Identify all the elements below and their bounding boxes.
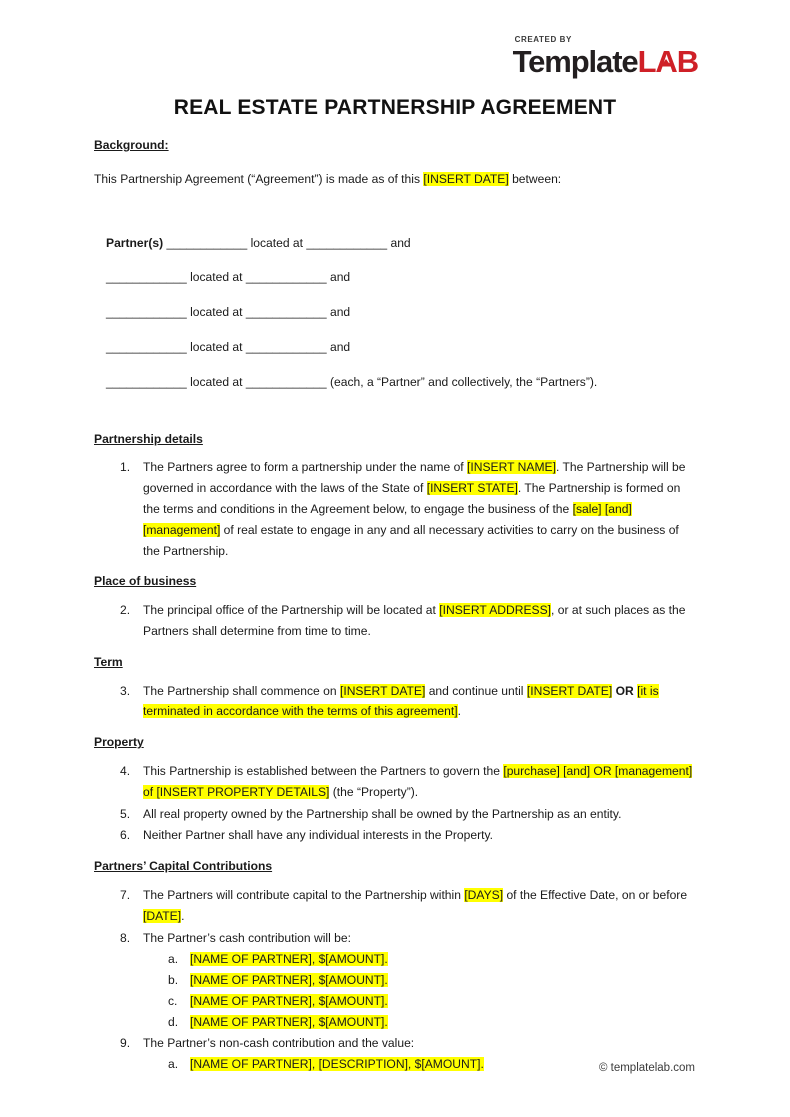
spacer: [94, 393, 694, 420]
list-item: [94, 1012, 694, 1033]
capital-contributions-list: [94, 885, 694, 948]
sub-list-marker: b.: [168, 973, 179, 988]
section-heading-term: Term: [94, 654, 123, 669]
item1-name-placeholder: [INSERT NAME]: [467, 460, 556, 475]
page-title: REAL ESTATE PARTNERSHIP AGREEMENT: [173, 96, 617, 119]
list-item: [94, 804, 694, 825]
partner-label: Partner(s): [106, 235, 164, 250]
templatelab-logo: [513, 36, 698, 77]
partner-line-3: [106, 302, 694, 323]
list-marker: 2.: [120, 603, 131, 618]
list-item: [94, 970, 694, 991]
item3-text-a: The Partnership shall commence on: [143, 683, 340, 698]
partner-blank-1: ____________: [106, 305, 191, 320]
spacer: [94, 190, 694, 217]
item1-text-b: . The Partnership will be governed in accordance with the laws of the State of: [143, 460, 686, 496]
property-list: [94, 761, 694, 846]
list-item: [94, 825, 694, 846]
partner-line-1: [106, 233, 694, 254]
list-item: [94, 457, 694, 561]
sub-list-marker: d.: [168, 1014, 179, 1029]
partner-blank-2: ____________: [242, 374, 330, 389]
item3-start-date-placeholder: [INSERT DATE]: [339, 683, 426, 698]
spacer: [94, 420, 694, 429]
place-of-business-list: [94, 600, 694, 642]
item7-text-c: .: [181, 908, 185, 923]
list-marker: 9.: [120, 1035, 131, 1050]
list-item: [94, 928, 694, 949]
section-heading-background: Background:: [94, 138, 169, 152]
spacer: [94, 847, 694, 856]
partner-collective-tail: (each, a “Partner” and collectively, the “Partners”).: [329, 374, 598, 389]
partner-blank-2: ____________: [242, 305, 330, 320]
item3-text-b: and continue until: [425, 683, 527, 698]
partner-blank-2: ____________: [303, 235, 391, 250]
logo-lab-b: B: [676, 44, 698, 79]
item8-sub-d-text: [NAME OF PARTNER], $[AMOUNT].: [190, 1014, 388, 1029]
sub-list-marker: a.: [168, 952, 179, 967]
partner-located-at-3: located at: [190, 305, 243, 320]
partner-blank-1: ____________: [106, 374, 191, 389]
partner-blank-1: ____________: [106, 270, 191, 285]
partner-and-4: and: [329, 339, 351, 354]
spacer: [94, 217, 694, 233]
item1-text-a: The Partners agree to form a partnership under the name of: [143, 460, 468, 475]
item5-text: All real property owned by the Partnership shall be owned by the Partnership as an entity.: [143, 806, 622, 821]
section-heading-place-of-business: Place of business: [94, 574, 197, 589]
section-heading-property: Property: [94, 735, 144, 750]
section-property: [94, 732, 694, 753]
partner-and-3: and: [329, 305, 351, 320]
item9-sub-a-text: [NAME OF PARTNER], [DESCRIPTION], $[AMOUNT].: [190, 1057, 484, 1072]
spacer: [94, 723, 694, 732]
sub-list-marker: a.: [168, 1057, 179, 1072]
list-item: [94, 991, 694, 1012]
list-marker: 6.: [120, 828, 131, 843]
item3-termination-placeholder: [it is terminated in accordance with the terms of this agreement]: [143, 683, 659, 719]
partner-and-2: and: [329, 270, 351, 285]
section-heading-capital-contributions: Partners’ Capital Contributions: [94, 859, 273, 874]
capital-contributions-list-continued: [94, 1033, 694, 1054]
partner-located-at-5: located at: [190, 374, 243, 389]
footer-copyright: © templatelab.com: [598, 1062, 695, 1074]
section-capital-contributions: [94, 856, 694, 877]
partner-located-at-1: located at: [250, 235, 304, 250]
item1-text-c: . The Partnership is formed on the terms and conditions in the Agreement below, to engage the business of the: [143, 481, 681, 516]
item8-sub-b-text: [NAME OF PARTNER], $[AMOUNT].: [190, 973, 388, 988]
item3-or-connector: OR: [615, 683, 634, 698]
logo-lab-a-wrapper: [655, 46, 676, 77]
background-intro-paragraph: [94, 169, 694, 190]
list-item: [94, 681, 694, 723]
item7-date-placeholder: [DATE]: [143, 908, 182, 923]
partner-line-5: [106, 372, 694, 393]
item2-text-a: The principal office of the Partnership will be located at: [143, 603, 440, 618]
logo-roof-icon: [661, 59, 671, 66]
logo-template-text: Template: [512, 44, 638, 79]
list-item: [94, 761, 694, 803]
background-intro-date-placeholder: [INSERT DATE]: [423, 171, 509, 186]
section-term: [94, 652, 694, 673]
item1-state-placeholder: [INSERT STATE]: [426, 481, 518, 496]
partner-line-4: [106, 337, 694, 358]
spacer: [94, 160, 694, 169]
item2-text-b: , or at such places as the Partners shall determine from time to time.: [143, 603, 686, 638]
logo-created-by-label: CREATED BY: [514, 35, 572, 44]
item3-text-e: .: [457, 704, 461, 719]
list-item: [94, 600, 694, 642]
list-marker: 1.: [120, 460, 131, 475]
item8-sub-a-text: [NAME OF PARTNER], $[AMOUNT].: [190, 952, 388, 967]
item2-address-placeholder: [INSERT ADDRESS]: [439, 603, 552, 618]
logo-lab-l: L: [637, 44, 656, 79]
background-intro-before: This Partnership Agreement (“Agreement”) is made as of this: [94, 171, 424, 186]
partner-blank-2: ____________: [242, 339, 330, 354]
list-marker: 5.: [120, 806, 131, 821]
spacer: [94, 562, 694, 571]
item4-text-a: This Partnership is established between the Partners to govern the: [143, 763, 504, 778]
partner-blank-2: ____________: [242, 270, 330, 285]
item7-text-b: of the Effective Date, on or before: [503, 887, 688, 902]
partner-line-2: [106, 267, 694, 288]
section-place-of-business: [94, 571, 694, 592]
item3-end-date-placeholder: [INSERT DATE]: [526, 683, 613, 698]
list-item: [94, 949, 694, 970]
partner-located-at-4: located at: [190, 339, 243, 354]
partner-and-1: and: [390, 235, 411, 250]
sub-list-marker: c.: [168, 993, 178, 1008]
list-item: [94, 1033, 694, 1054]
list-marker: 4.: [120, 763, 131, 778]
partner-blank-1: ____________: [163, 235, 251, 250]
item4-text-b: (the “Property”).: [329, 784, 419, 799]
section-heading-partnership-details: Partnership details: [94, 431, 203, 446]
section-background: [94, 135, 694, 156]
logo-wordmark: [513, 46, 698, 77]
item9-text: The Partner’s non-cash contribution and the value:: [143, 1035, 415, 1050]
partnership-details-list: [94, 457, 694, 561]
document-body: [94, 135, 694, 1075]
item6-text: Neither Partner shall have any individual interests in the Property.: [143, 828, 494, 843]
item1-business-placeholder: [sale] [and] [management]: [143, 501, 632, 537]
section-partnership-details: [94, 429, 694, 450]
list-item: [94, 885, 694, 927]
item1-text-d: of real estate to engage in any and all necessary activities to carry on the business of the Partnership.: [143, 522, 679, 558]
logo-lab-a: A: [655, 44, 677, 79]
item7-days-placeholder: [DAYS]: [464, 887, 504, 902]
list-marker: 8.: [120, 930, 131, 945]
background-intro-after: between:: [508, 171, 562, 186]
item8-sub-c-text: [NAME OF PARTNER], $[AMOUNT].: [190, 993, 388, 1008]
list-marker: 3.: [120, 683, 131, 698]
item8-sub-list: [94, 949, 694, 1032]
partner-lines-block: [106, 233, 694, 393]
partner-blank-1: ____________: [106, 339, 191, 354]
list-marker: 7.: [120, 887, 131, 902]
item4-property-placeholder: [purchase] [and] OR [management] of [INSERT PROPERTY DETAILS]: [143, 763, 693, 799]
item7-text-a: The Partners will contribute capital to the Partnership within: [143, 887, 465, 902]
term-list: [94, 681, 694, 723]
partner-located-at-2: located at: [190, 270, 243, 285]
spacer: [94, 643, 694, 652]
item8-text: The Partner’s cash contribution will be:: [143, 930, 351, 945]
